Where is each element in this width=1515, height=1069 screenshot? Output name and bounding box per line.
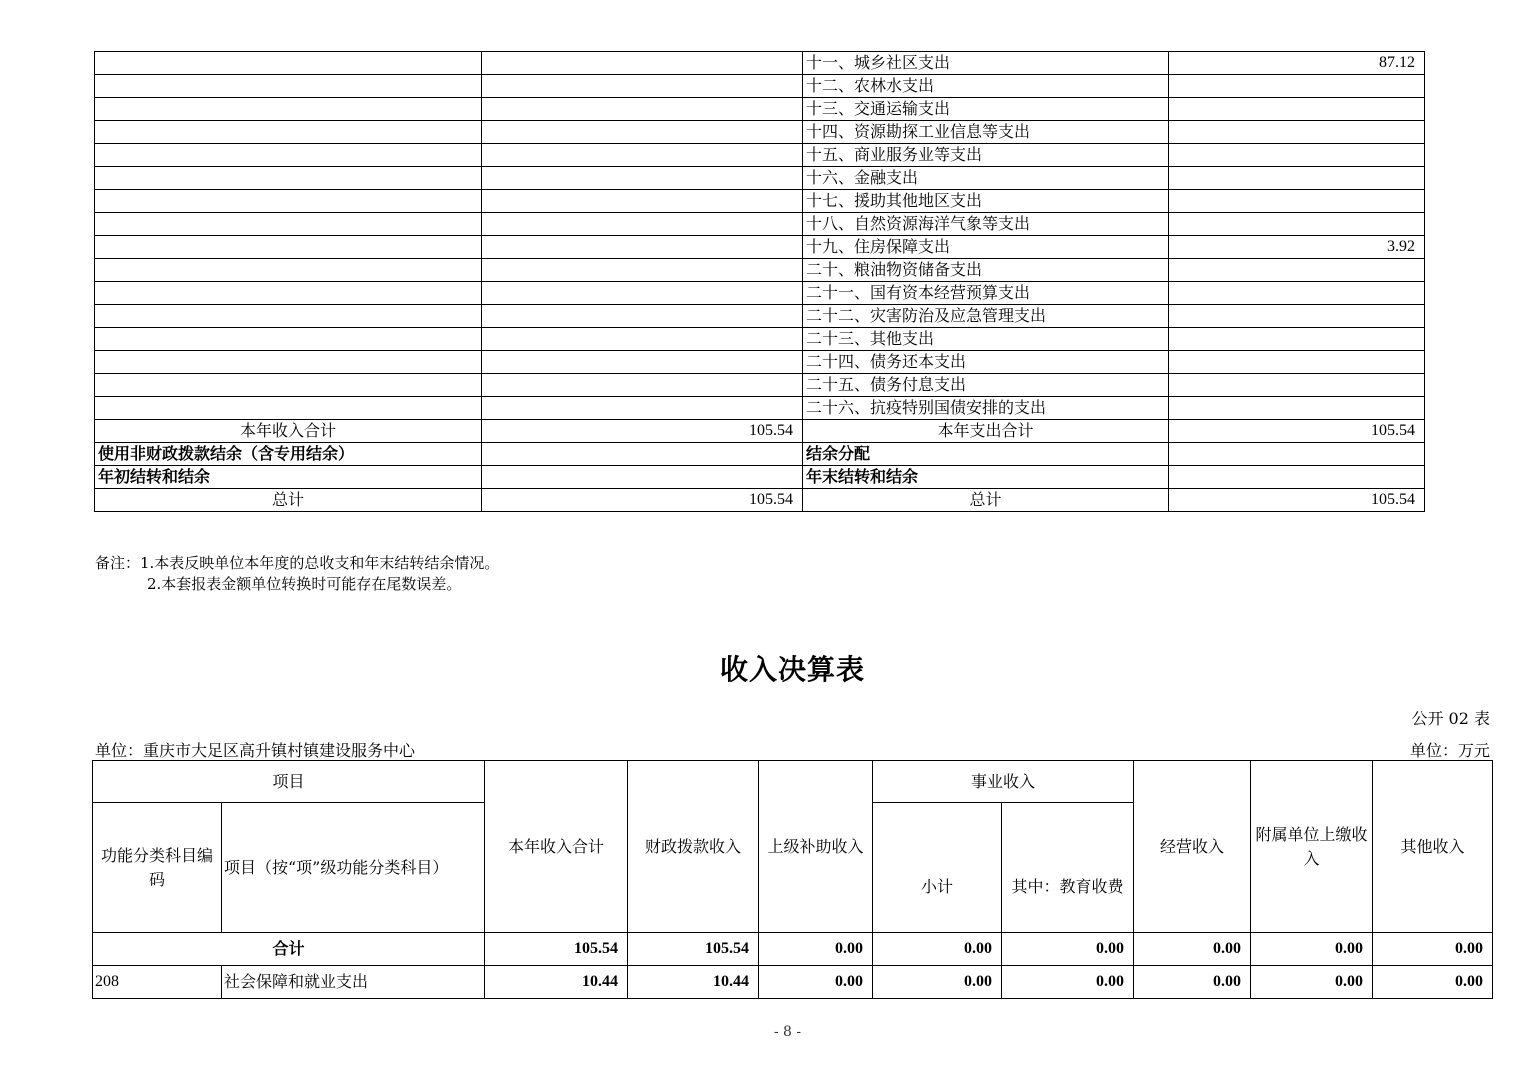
summary-expense-amount: 105.54 <box>1169 420 1425 443</box>
income-amount <box>482 282 803 305</box>
income-item <box>95 75 482 98</box>
income-amount <box>482 259 803 282</box>
table-row <box>95 397 1425 420</box>
income-amount <box>482 328 803 351</box>
total-cell: 0.00 <box>1373 933 1493 966</box>
row-cell: 0.00 <box>1373 966 1493 999</box>
table-number: 公开 02 表 <box>1411 709 1490 728</box>
page-number: - 8 - <box>773 1024 802 1040</box>
expense-amount <box>1169 75 1425 98</box>
total-cell: 0.00 <box>1002 933 1134 966</box>
summary-income-amount <box>482 443 803 466</box>
row-cell: 10.44 <box>485 966 628 999</box>
summary-expense-label: 本年支出合计 <box>803 420 1169 443</box>
header-code: 功能分类科目编码 <box>93 803 222 933</box>
income-item <box>95 167 482 190</box>
income-statement-table <box>92 760 1493 999</box>
table-row <box>95 351 1425 374</box>
table-row <box>95 259 1425 282</box>
table-row <box>95 52 1425 75</box>
summary-expense-label: 年末结转和结余 <box>803 466 1169 489</box>
income-item <box>95 328 482 351</box>
expense-item: 二十六、抗疫特别国债安排的支出 <box>803 397 1169 420</box>
summary-income-label: 使用非财政拨款结余（含专用结余） <box>95 443 482 466</box>
row-cell: 0.00 <box>1002 966 1134 999</box>
header-subtotal: 小计 <box>873 803 1002 933</box>
income-amount <box>482 213 803 236</box>
header-other: 其他收入 <box>1373 761 1493 933</box>
expense-amount <box>1169 213 1425 236</box>
expense-item: 二十、粮油物资储备支出 <box>803 259 1169 282</box>
income-amount <box>482 351 803 374</box>
income-amount <box>482 121 803 144</box>
expense-amount <box>1169 305 1425 328</box>
header-project: 项目 <box>93 761 485 803</box>
header-superior: 上级补助收入 <box>759 761 873 933</box>
total-cell: 0.00 <box>1251 933 1373 966</box>
summary-income-label: 本年收入合计 <box>95 420 482 443</box>
income-item <box>95 282 482 305</box>
header-affiliated: 附属单位上缴收入 <box>1251 761 1373 933</box>
total-cell: 0.00 <box>759 933 873 966</box>
expense-item: 二十五、债务付息支出 <box>803 374 1169 397</box>
expense-item: 十四、资源勘探工业信息等支出 <box>803 121 1169 144</box>
income-item <box>95 397 482 420</box>
expense-item: 二十四、债务还本支出 <box>803 351 1169 374</box>
row-code: 208 <box>93 966 222 999</box>
summary-expense-amount <box>1169 466 1425 489</box>
expense-item: 十一、城乡社区支出 <box>803 52 1169 75</box>
income-amount <box>482 374 803 397</box>
table-row <box>95 190 1425 213</box>
summary-income-amount: 105.54 <box>482 420 803 443</box>
table-row <box>95 328 1425 351</box>
table-row <box>95 75 1425 98</box>
summary-expense-amount: 105.54 <box>1169 489 1425 512</box>
income-expense-body <box>95 52 1425 512</box>
expense-amount <box>1169 328 1425 351</box>
row-cell: 0.00 <box>1134 966 1251 999</box>
notes <box>95 553 499 595</box>
expense-amount <box>1169 374 1425 397</box>
summary-row <box>95 443 1425 466</box>
table-row-total <box>93 933 1493 966</box>
row-name: 社会保障和就业支出 <box>222 966 485 999</box>
page-title: 收入决算表 <box>719 653 865 686</box>
row-cell: 0.00 <box>759 966 873 999</box>
summary-row <box>95 489 1425 512</box>
expense-amount <box>1169 167 1425 190</box>
summary-row <box>95 420 1425 443</box>
expense-item: 二十三、其他支出 <box>803 328 1169 351</box>
income-amount <box>482 397 803 420</box>
income-item <box>95 121 482 144</box>
expense-amount <box>1169 144 1425 167</box>
header-name: 项目（按“项”级功能分类科目） <box>222 803 485 933</box>
expense-item: 十三、交通运输支出 <box>803 98 1169 121</box>
expense-amount: 87.12 <box>1169 52 1425 75</box>
table-row <box>93 966 1493 999</box>
income-amount <box>482 144 803 167</box>
row-cell: 0.00 <box>1251 966 1373 999</box>
expense-item: 十七、援助其他地区支出 <box>803 190 1169 213</box>
table-row <box>95 167 1425 190</box>
table-row <box>95 305 1425 328</box>
table-row <box>95 213 1425 236</box>
income-amount <box>482 236 803 259</box>
income-expense-table <box>94 51 1425 512</box>
summary-expense-label: 总计 <box>803 489 1169 512</box>
table-row <box>95 121 1425 144</box>
income-item <box>95 190 482 213</box>
unit-currency: 单位：万元 <box>1409 741 1490 760</box>
table-row <box>95 236 1425 259</box>
expense-amount <box>1169 351 1425 374</box>
table-row <box>95 374 1425 397</box>
expense-item: 十九、住房保障支出 <box>803 236 1169 259</box>
unit-organization: 单位：重庆市大足区高升镇村镇建设服务中心 <box>95 741 416 760</box>
total-cell: 0.00 <box>873 933 1002 966</box>
expense-amount <box>1169 259 1425 282</box>
expense-item: 十二、农林水支出 <box>803 75 1169 98</box>
note-line-1: 备注：1.本表反映单位本年度的总收支和年末结转结余情况。 <box>95 554 500 572</box>
total-cell: 0.00 <box>1134 933 1251 966</box>
row-cell: 10.44 <box>628 966 759 999</box>
expense-item: 十五、商业服务业等支出 <box>803 144 1169 167</box>
header-total: 本年收入合计 <box>485 761 628 933</box>
income-amount <box>482 75 803 98</box>
income-item <box>95 351 482 374</box>
expense-item: 十六、金融支出 <box>803 167 1169 190</box>
income-item <box>95 52 482 75</box>
income-item <box>95 305 482 328</box>
expense-amount <box>1169 121 1425 144</box>
expense-amount <box>1169 397 1425 420</box>
summary-income-label: 总计 <box>95 489 482 512</box>
expense-item: 二十一、国有资本经营预算支出 <box>803 282 1169 305</box>
expense-amount <box>1169 98 1425 121</box>
expense-amount: 3.92 <box>1169 236 1425 259</box>
income-item <box>95 213 482 236</box>
row-cell: 0.00 <box>873 966 1002 999</box>
total-cell: 105.54 <box>485 933 628 966</box>
summary-expense-label: 结余分配 <box>803 443 1169 466</box>
total-label: 合计 <box>93 933 485 966</box>
summary-income-amount: 105.54 <box>482 489 803 512</box>
income-item <box>95 144 482 167</box>
expense-amount <box>1169 282 1425 305</box>
income-amount <box>482 190 803 213</box>
total-cell: 105.54 <box>628 933 759 966</box>
income-amount <box>482 98 803 121</box>
note-line-2: 2.本套报表金额单位转换时可能存在尾数误差。 <box>147 575 462 593</box>
table-row <box>95 144 1425 167</box>
income-item <box>95 98 482 121</box>
header-business: 事业收入 <box>873 761 1134 803</box>
income-amount <box>482 167 803 190</box>
income-amount <box>482 52 803 75</box>
summary-income-amount <box>482 466 803 489</box>
income-item <box>95 374 482 397</box>
expense-item: 十八、自然资源海洋气象等支出 <box>803 213 1169 236</box>
income-amount <box>482 305 803 328</box>
header-operating: 经营收入 <box>1134 761 1251 933</box>
header-fiscal: 财政拨款收入 <box>628 761 759 933</box>
income-item <box>95 259 482 282</box>
expense-amount <box>1169 190 1425 213</box>
header-education: 其中：教育收费 <box>1002 803 1134 933</box>
income-item <box>95 236 482 259</box>
table-row <box>95 98 1425 121</box>
expense-item: 二十二、灾害防治及应急管理支出 <box>803 305 1169 328</box>
table-row <box>95 282 1425 305</box>
summary-expense-amount <box>1169 443 1425 466</box>
summary-row <box>95 466 1425 489</box>
summary-income-label: 年初结转和结余 <box>95 466 482 489</box>
